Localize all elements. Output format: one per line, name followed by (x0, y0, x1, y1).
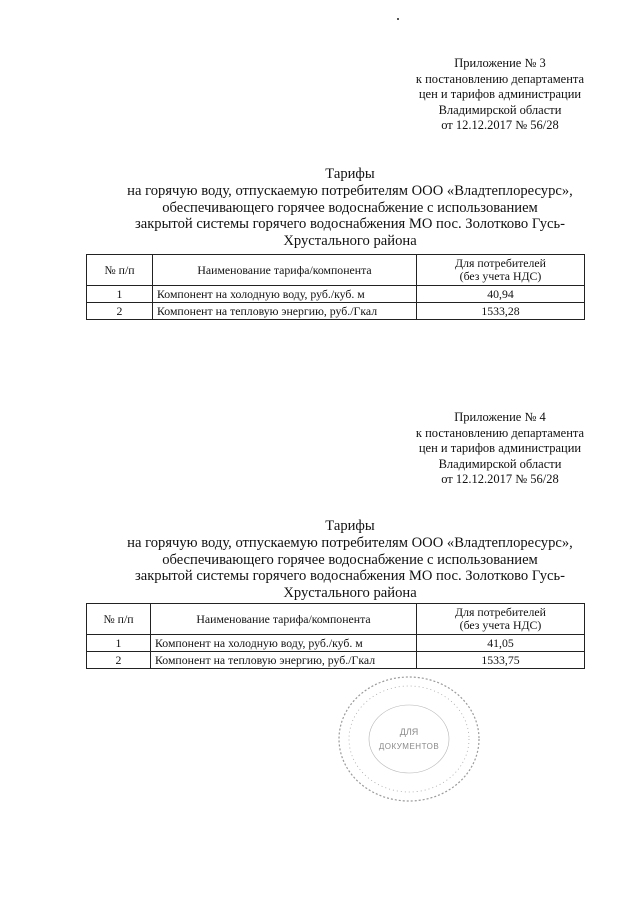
row-num: 2 (87, 303, 153, 320)
col-header-line: (без учета НДС) (459, 269, 542, 283)
title-line: обеспечивающего горячее водоснабжение с использованием (162, 199, 538, 216)
row-name: Компонент на тепловую энергию, руб./Гкал (151, 652, 417, 669)
annex-ref-line: Владимирской области (438, 456, 562, 471)
stamp-outer-ring (339, 677, 479, 801)
col-header-consumers (417, 604, 585, 635)
tariff-title-2 (100, 518, 600, 602)
annex-header-4 (405, 410, 595, 488)
tariff-title-1 (100, 166, 600, 250)
annex-ref-line: Владимирской области (438, 102, 562, 117)
col-header-line: Для потребителей (455, 256, 546, 270)
row-value: 1533,75 (417, 652, 585, 669)
row-name: Компонент на холодную воду, руб./куб. м (153, 286, 417, 303)
tariff-table-1 (86, 254, 585, 320)
annex-date: от 12.12.2017 № 56/28 (441, 472, 559, 487)
row-name: Компонент на холодную воду, руб./куб. м (151, 635, 417, 652)
col-header-num: № п/п (87, 604, 151, 635)
table-row (87, 635, 585, 652)
stamp-text: ДОКУМЕНТОВ (378, 742, 440, 751)
stamp-text: ДЛЯ (399, 727, 419, 737)
row-value: 41,05 (417, 635, 585, 652)
annex-number: Приложение № 3 (454, 56, 546, 70)
table-row (87, 303, 585, 320)
annex-date: от 12.12.2017 № 56/28 (441, 118, 559, 133)
table-header-row (87, 255, 585, 286)
title-heading: Тарифы (325, 518, 375, 534)
title-line: закрытой системы горячего водоснабжения МО пос. Золотково Гусь- (134, 568, 566, 585)
title-line: закрытой системы горячего водоснабжения МО пос. Золотково Гусь- (134, 216, 566, 233)
col-header-line: Для потребителей (455, 605, 546, 619)
annex-ref-line: к постановлению департамента (415, 425, 585, 440)
col-header-consumers (417, 255, 585, 286)
title-line: на горячую воду, отпускаемую потребителям ООО «Владтеплоресурс», (127, 534, 573, 551)
row-name: Компонент на тепловую энергию, руб./Гкал (153, 303, 417, 320)
annex-ref-line: цен и тарифов администрации (418, 441, 582, 456)
title-heading: Тарифы (325, 166, 375, 182)
row-value: 1533,28 (417, 303, 585, 320)
title-line: Хрустального района (283, 233, 417, 250)
table-header-row (87, 604, 585, 635)
col-header-line: (без учета НДС) (459, 618, 542, 632)
official-stamp (336, 673, 482, 805)
col-header-name: Наименование тарифа/компонента (151, 604, 417, 635)
annex-ref-line: к постановлению департамента (415, 71, 585, 86)
stamp-center-ring (369, 705, 449, 773)
annex-number: Приложение № 4 (454, 410, 546, 424)
stamp-inner-ring (349, 686, 469, 792)
row-num: 2 (87, 652, 151, 669)
title-line: на горячую воду, отпускаемую потребителям ООО «Владтеплоресурс», (127, 182, 573, 199)
table-row (87, 652, 585, 669)
annex-ref-line: цен и тарифов администрации (418, 87, 582, 102)
tariff-table-2 (86, 603, 585, 669)
title-line: Хрустального района (283, 585, 417, 602)
annex-header-3 (405, 56, 595, 134)
col-header-name: Наименование тарифа/компонента (153, 255, 417, 286)
table-row (87, 286, 585, 303)
row-value: 40,94 (417, 286, 585, 303)
scan-speck (397, 18, 399, 20)
row-num: 1 (87, 635, 151, 652)
col-header-num: № п/п (87, 255, 153, 286)
row-num: 1 (87, 286, 153, 303)
title-line: обеспечивающего горячее водоснабжение с использованием (162, 551, 538, 568)
